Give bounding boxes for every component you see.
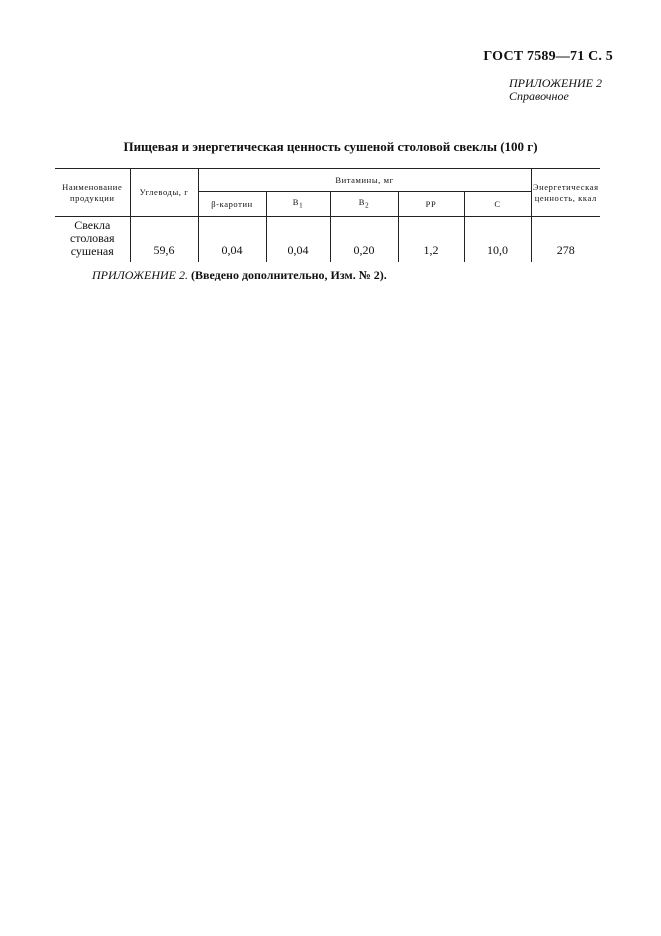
header-product: Наименование продукции xyxy=(55,169,130,217)
cell-pp: 1,2 xyxy=(398,217,464,263)
cell-beta-carotene: 0,04 xyxy=(198,217,266,263)
table-row xyxy=(55,217,600,263)
header-b2: $В_2$ xyxy=(330,192,398,217)
appendix-number: ПРИЛОЖЕНИЕ 2 xyxy=(509,76,602,90)
footnote-amendment: (Введено дополнительно, Изм. № 2). xyxy=(190,268,387,282)
cell-energy: 278 xyxy=(531,217,600,263)
header-c: С xyxy=(464,192,531,217)
header-energy: Энергетическая ценность, ккал xyxy=(531,169,600,217)
cell-carbs: 59,6 xyxy=(130,217,198,263)
appendix-label xyxy=(509,77,602,103)
table-title: Пищевая и энергетическая ценность сушеной столовой свеклы (100 г) xyxy=(123,139,538,154)
footnote-appendix: ПРИЛОЖЕНИЕ 2. xyxy=(92,268,188,282)
cell-b1: 0,04 xyxy=(266,217,330,263)
document-code: ГОСТ 7589—71 С. 5 xyxy=(483,49,613,64)
header-vitamins: Витамины, мг xyxy=(198,169,531,192)
header-carbs: Углеводы, г xyxy=(130,169,198,217)
nutrition-table xyxy=(55,168,600,262)
appendix-type: Справочное xyxy=(509,89,569,103)
header-beta-carotene: β-каротин xyxy=(198,192,266,217)
cell-b2: 0,20 xyxy=(330,217,398,263)
cell-c: 10,0 xyxy=(464,217,531,263)
cell-product: Свекла столовая сушеная xyxy=(55,217,130,263)
header-pp: РР xyxy=(398,192,464,217)
header-b1: $В_1$ xyxy=(266,192,330,217)
footnote xyxy=(92,268,387,283)
